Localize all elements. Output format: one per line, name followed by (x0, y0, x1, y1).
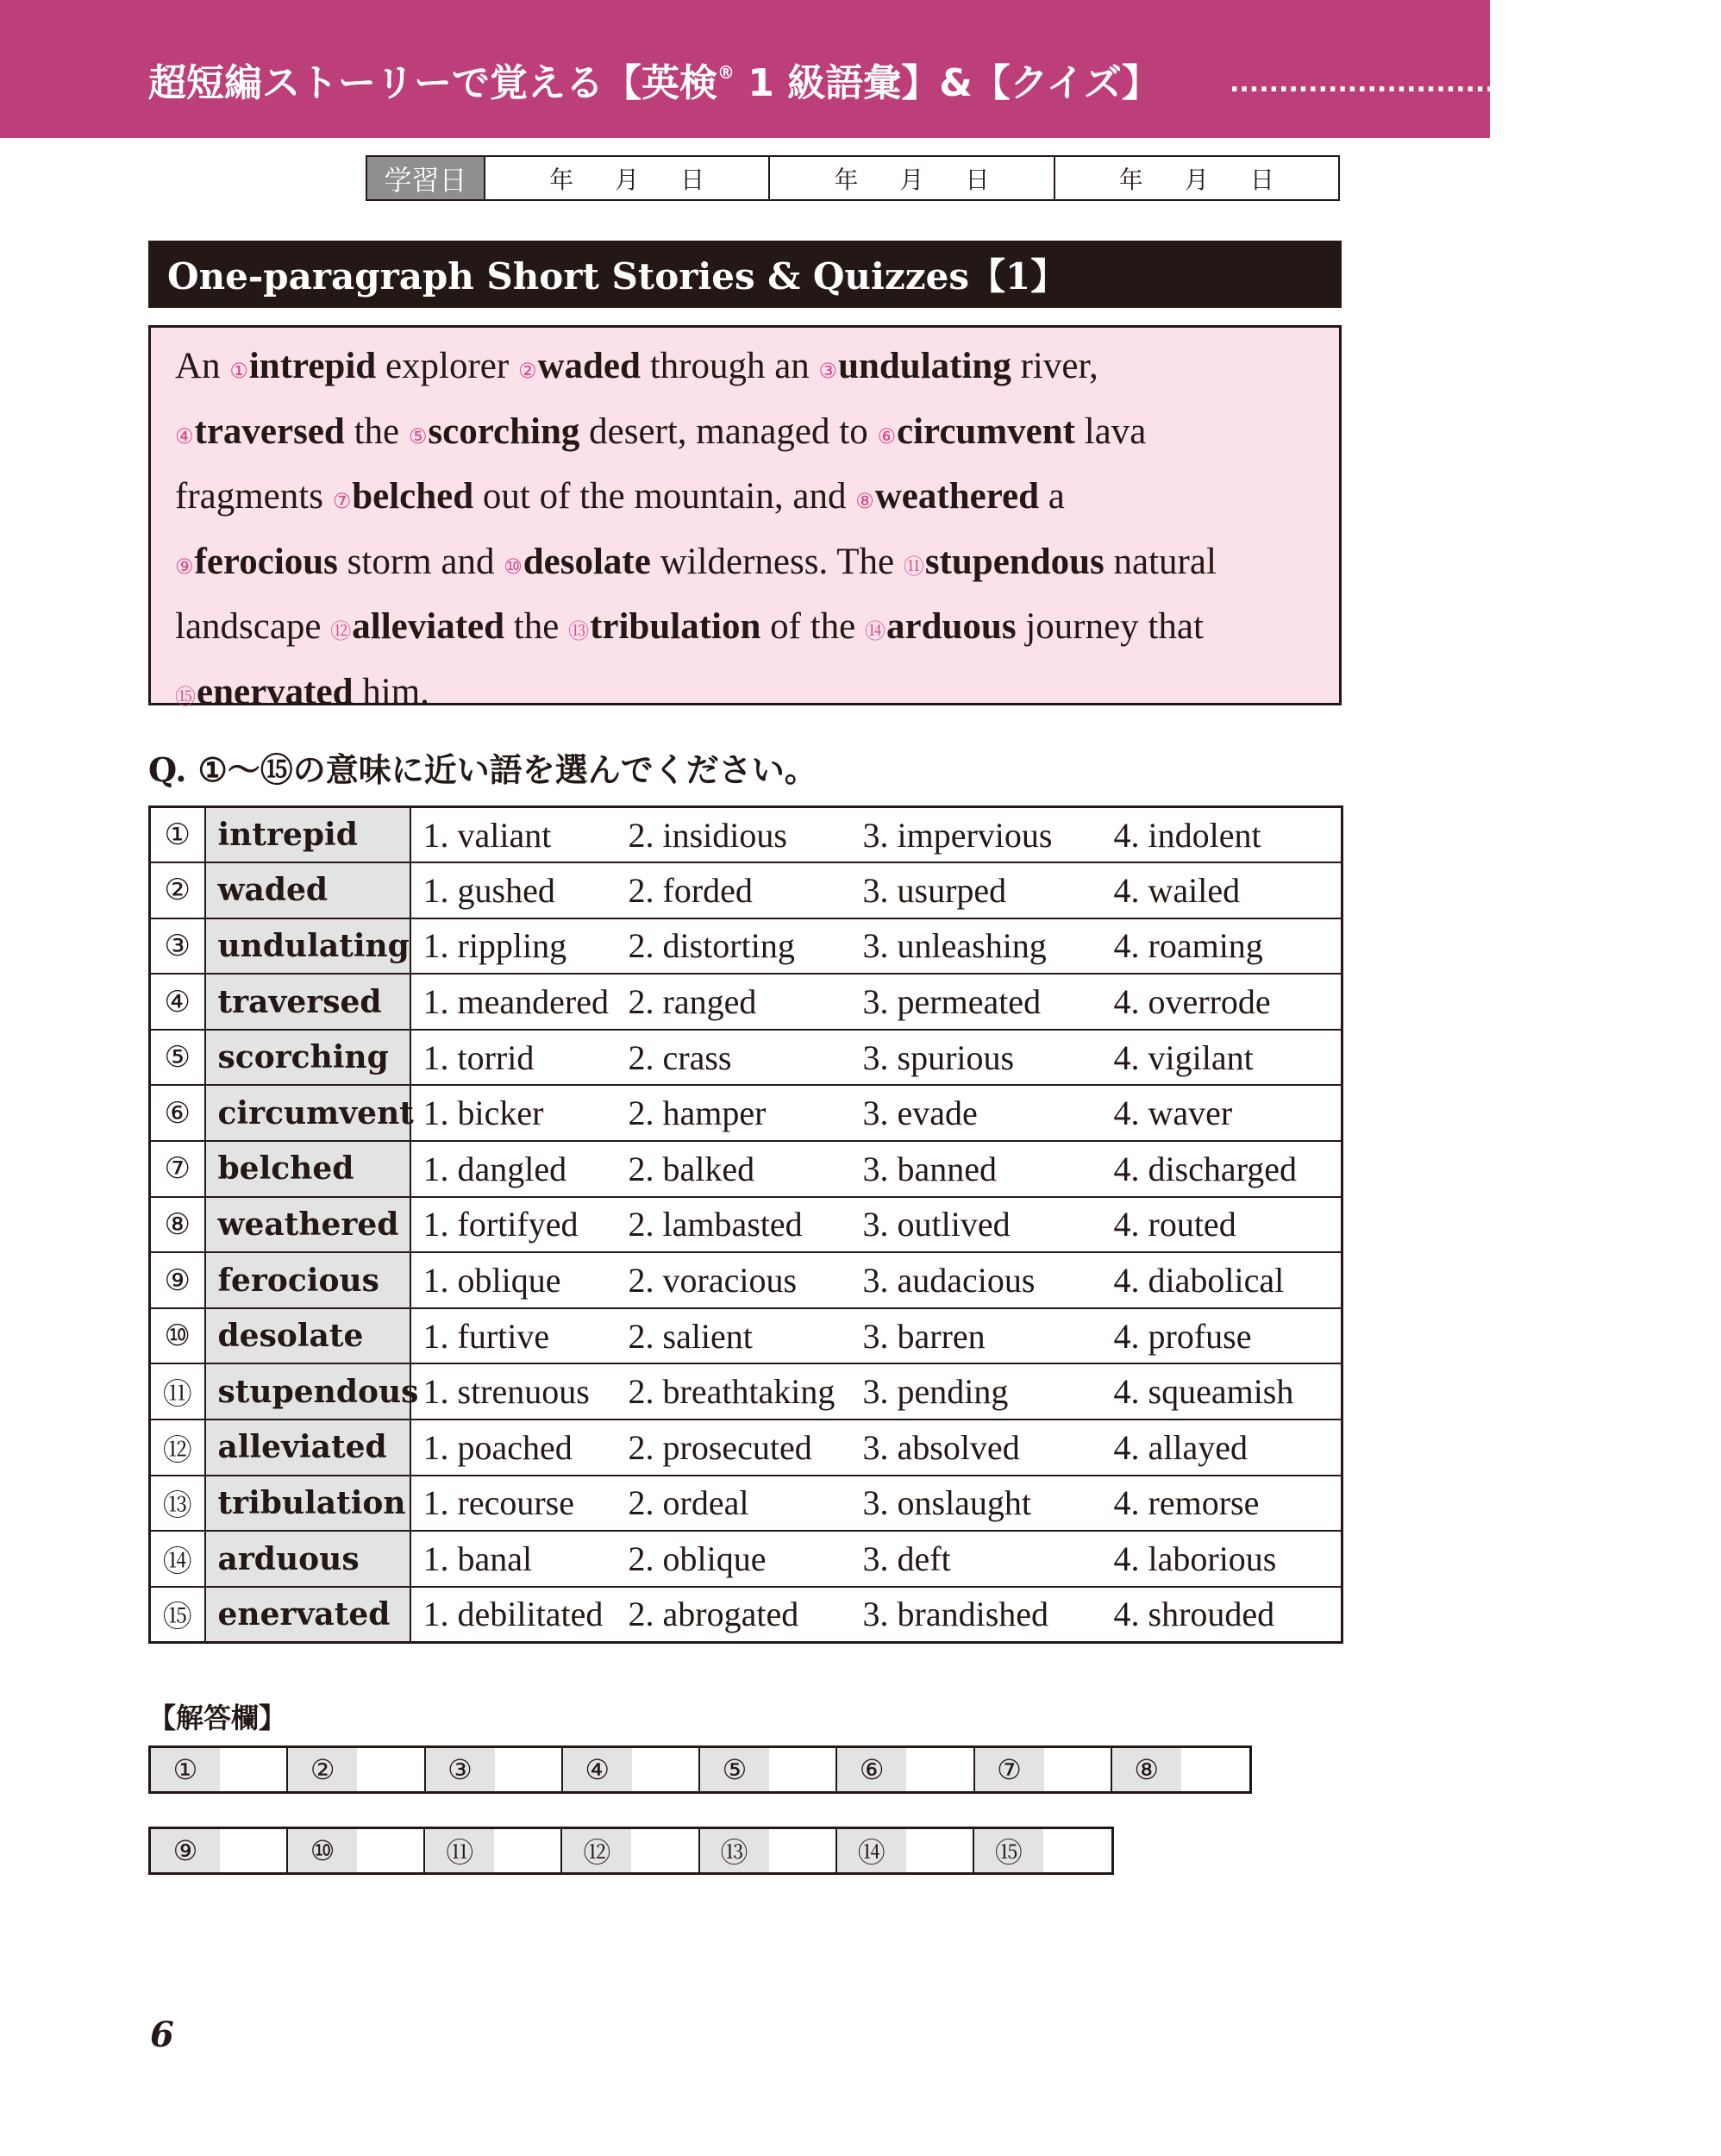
options-row (423, 815, 1342, 856)
quiz-options (410, 1197, 1342, 1253)
story-text: journey that (1016, 606, 1204, 647)
answer-blank[interactable] (495, 1748, 561, 1791)
story-vocab-word: belched (352, 476, 474, 517)
quiz-option[interactable]: 4. squeamish (1113, 1372, 1294, 1412)
header-title (148, 61, 1160, 105)
quiz-option[interactable]: 1. torrid (422, 1037, 535, 1077)
quiz-option[interactable]: 4. laborious (1113, 1539, 1277, 1579)
answer-blank[interactable] (769, 1748, 835, 1791)
answer-number: ⑬ (700, 1829, 769, 1872)
quiz-row (150, 807, 1342, 863)
story-text: desert, managed to (579, 411, 878, 452)
year-label: 年 (1118, 165, 1143, 194)
answer-row-1 (148, 1745, 1252, 1794)
story-paragraph (148, 325, 1342, 712)
story-text: An (175, 346, 230, 386)
quiz-option[interactable]: 1. furtive (422, 1316, 550, 1356)
answer-cell (151, 1829, 288, 1872)
month-label: 月 (899, 165, 924, 194)
page-number: 6 (150, 2015, 174, 2055)
quiz-option[interactable]: 1. dangled (422, 1149, 567, 1188)
quiz-option[interactable]: 3. evade (862, 1094, 978, 1133)
quiz-option[interactable]: 4. indolent (1113, 815, 1261, 855)
answer-blank[interactable] (220, 1748, 286, 1791)
quiz-option[interactable]: 1. bicker (422, 1094, 544, 1133)
header-title-main: 超短編ストーリーで覚える【英検 (148, 61, 717, 105)
story-text: storm and (337, 541, 504, 582)
quiz-word: traversed (205, 974, 410, 1030)
story-vocab-word: intrepid (248, 346, 377, 386)
answer-number: ③ (426, 1748, 495, 1791)
quiz-options (410, 1030, 1342, 1086)
answer-cell (700, 1829, 837, 1872)
options-row (423, 1539, 1342, 1579)
options-row (423, 1149, 1342, 1189)
quiz-option[interactable]: 4. wailed (1113, 870, 1241, 910)
answer-cell (288, 1829, 425, 1872)
story-vocab-word: waded (537, 346, 641, 386)
quiz-option[interactable]: 1. poached (422, 1427, 573, 1467)
story-text: river, (1011, 346, 1098, 386)
quiz-option[interactable]: 1. fortifyed (422, 1205, 579, 1244)
quiz-row (150, 974, 1342, 1030)
quiz-row (150, 1197, 1342, 1253)
story-marker: ⑬ (568, 619, 590, 643)
quiz-option[interactable]: 3. outlived (862, 1205, 1011, 1244)
story-marker: ⑪ (903, 554, 924, 579)
quiz-number: ⑦ (150, 1141, 205, 1197)
quiz-option[interactable]: 3. pending (862, 1372, 1009, 1412)
quiz-option[interactable]: 2. abrogated (628, 1595, 799, 1634)
quiz-option[interactable]: 2. ordeal (628, 1483, 749, 1523)
story-vocab-word: scorching (428, 411, 580, 452)
header-title-rest: 1 級語彙】&【クイズ】 (735, 61, 1160, 105)
story-marker: ⑦ (332, 489, 352, 513)
quiz-option[interactable]: 3. permeated (862, 982, 1042, 1022)
answer-cell (288, 1748, 425, 1791)
quiz-option[interactable]: 3. impervious (862, 815, 1053, 855)
quiz-option[interactable]: 2. oblique (628, 1539, 767, 1579)
quiz-number: ⑫ (150, 1420, 205, 1476)
quiz-option[interactable]: 4. vigilant (1113, 1037, 1254, 1077)
quiz-number: ① (150, 807, 205, 863)
story-text: of the (760, 606, 865, 647)
quiz-word: tribulation (205, 1476, 410, 1532)
quiz-word: undulating (205, 918, 410, 975)
story-vocab-word: tribulation (590, 606, 761, 647)
quiz-options (410, 974, 1342, 1030)
quiz-option[interactable]: 1. valiant (422, 815, 552, 855)
month-label: 月 (1184, 165, 1209, 194)
quiz-number: ⑤ (150, 1030, 205, 1086)
story-vocab-word: desolate (523, 541, 651, 582)
options-row (423, 1482, 1342, 1523)
quiz-row (150, 1363, 1342, 1420)
answer-blank[interactable] (1043, 1829, 1111, 1872)
story-text: fragments (175, 476, 333, 517)
options-row (423, 870, 1342, 911)
story-line (175, 597, 1318, 662)
story-vocab-word: weathered (874, 476, 1040, 517)
quiz-options (410, 1420, 1342, 1476)
quiz-option[interactable]: 1. debilitated (422, 1595, 604, 1634)
options-row (423, 1037, 1342, 1078)
options-row (423, 1316, 1342, 1357)
answer-blank[interactable] (631, 1829, 698, 1872)
quiz-number: ⑭ (150, 1531, 205, 1587)
answer-blank[interactable] (632, 1748, 698, 1791)
section-title: One-paragraph Short Stories & Quizzes【1】 (148, 241, 1342, 308)
quiz-options (410, 1363, 1342, 1420)
quiz-option[interactable]: 2. hamper (628, 1094, 767, 1133)
quiz-row (150, 1141, 1342, 1197)
quiz-table (148, 805, 1343, 1644)
story-marker: ⑧ (855, 489, 874, 513)
answer-number: ⑧ (1112, 1748, 1181, 1791)
quiz-option[interactable]: 3. absolved (862, 1427, 1020, 1467)
quiz-number: ⑬ (150, 1476, 205, 1532)
quiz-option[interactable]: 2. forded (628, 870, 753, 910)
quiz-options (410, 1085, 1342, 1141)
study-date-field-3[interactable] (1055, 157, 1338, 199)
story-line (175, 662, 1318, 728)
quiz-word: waded (205, 862, 410, 918)
quiz-option[interactable]: 3. brandished (862, 1595, 1049, 1634)
quiz-word: stupendous (205, 1363, 410, 1420)
quiz-option[interactable]: 4. discharged (1113, 1149, 1298, 1188)
story-vocab-word: stupendous (924, 541, 1105, 582)
story-marker: ⑫ (330, 619, 352, 643)
quiz-row (150, 1308, 1342, 1364)
quiz-option[interactable]: 3. spurious (862, 1037, 1015, 1077)
answer-blank[interactable] (220, 1829, 286, 1872)
quiz-number: ③ (150, 918, 205, 975)
answer-cell (425, 1829, 562, 1872)
quiz-number: ⑮ (150, 1587, 205, 1643)
quiz-number: ⑧ (150, 1197, 205, 1253)
answer-blank[interactable] (769, 1829, 835, 1872)
quiz-options (410, 1308, 1342, 1364)
options-row (423, 1594, 1342, 1634)
story-marker: ① (229, 359, 248, 383)
quiz-option[interactable]: 2. crass (628, 1037, 732, 1077)
story-text: natural (1104, 541, 1217, 582)
answer-number: ① (151, 1748, 220, 1791)
quiz-word: desolate (205, 1308, 410, 1364)
answer-cell (975, 1748, 1112, 1791)
quiz-option[interactable]: 2. breathtaking (628, 1372, 835, 1412)
story-marker: ⑮ (175, 684, 196, 709)
quiz-word: circumvent (205, 1085, 410, 1141)
story-marker: ② (517, 359, 537, 383)
quiz-word: intrepid (205, 807, 410, 863)
year-label: 年 (834, 165, 859, 194)
quiz-option[interactable]: 1. strenuous (422, 1372, 590, 1412)
header-leader-dots: .................................................. (1230, 68, 1721, 98)
quiz-number: ④ (150, 974, 205, 1030)
quiz-option[interactable]: 1. meandered (422, 982, 609, 1022)
day-label: 日 (680, 165, 705, 194)
story-vocab-word: traversed (194, 411, 345, 452)
quiz-option[interactable]: 4. diabolical (1113, 1261, 1285, 1300)
quiz-option[interactable]: 1. recourse (422, 1483, 574, 1523)
answer-number: ⑫ (562, 1829, 631, 1872)
quiz-word: belched (205, 1141, 410, 1197)
options-row (423, 1371, 1342, 1412)
quiz-option[interactable]: 4. remorse (1113, 1483, 1260, 1523)
study-date-field-1[interactable] (485, 157, 770, 199)
quiz-option[interactable]: 2. prosecuted (628, 1427, 812, 1467)
quiz-number: ② (150, 862, 205, 918)
quiz-row (150, 1476, 1342, 1532)
quiz-word: ferocious (205, 1252, 410, 1308)
quiz-option[interactable]: 2. voracious (628, 1261, 798, 1300)
quiz-number: ⑪ (150, 1363, 205, 1420)
quiz-row (150, 1420, 1342, 1476)
quiz-option[interactable]: 4. shrouded (1113, 1595, 1275, 1634)
answer-blank[interactable] (906, 1829, 973, 1872)
study-date-label: 学習日 (367, 157, 485, 199)
answer-cell (151, 1748, 288, 1791)
quiz-options (410, 862, 1342, 918)
quiz-row (150, 1085, 1342, 1141)
story-vocab-word: ferocious (194, 541, 338, 582)
quiz-option[interactable]: 2. salient (628, 1316, 753, 1356)
quiz-option[interactable]: 2. ranged (628, 982, 757, 1022)
story-marker: ⑨ (175, 554, 194, 579)
story-text: the (344, 411, 409, 452)
answer-number: ⑨ (151, 1829, 220, 1872)
quiz-option[interactable]: 3. deft (862, 1539, 951, 1579)
story-vocab-word: enervated (197, 671, 354, 712)
quiz-option[interactable]: 3. onslaught (862, 1483, 1032, 1523)
answer-number: ⑪ (425, 1829, 494, 1872)
quiz-word: alleviated (205, 1420, 410, 1476)
answer-blank[interactable] (1044, 1748, 1111, 1791)
quiz-option[interactable]: 3. usurped (862, 870, 1007, 910)
answer-cell (700, 1748, 837, 1791)
answer-blank[interactable] (357, 1748, 423, 1791)
answer-cell (426, 1748, 563, 1791)
quiz-option[interactable]: 4. profuse (1113, 1316, 1252, 1356)
quiz-option[interactable]: 3. barren (862, 1316, 986, 1356)
story-marker: ⑤ (408, 423, 428, 448)
story-line (175, 532, 1318, 598)
story-text: him. (353, 671, 429, 712)
answer-number: ⑮ (974, 1829, 1043, 1872)
answer-blank[interactable] (494, 1829, 560, 1872)
answer-row-2 (148, 1827, 1114, 1875)
quiz-number: ⑨ (150, 1252, 205, 1308)
quiz-option[interactable]: 4. roaming (1113, 926, 1263, 966)
answer-number: ⑤ (700, 1748, 769, 1791)
quiz-options (410, 1141, 1342, 1197)
options-row (423, 925, 1342, 966)
story-text: lava (1074, 411, 1147, 452)
study-date-box (366, 155, 1340, 201)
answer-number: ⑩ (288, 1829, 357, 1872)
quiz-options (410, 918, 1342, 975)
quiz-option[interactable]: 2. lambasted (628, 1205, 803, 1244)
story-text: through an (640, 346, 819, 386)
quiz-options (410, 1587, 1342, 1643)
quiz-word: arduous (205, 1531, 410, 1587)
quiz-word: weathered (205, 1197, 410, 1253)
quiz-option[interactable]: 1. rippling (422, 926, 567, 966)
quiz-word: scorching (205, 1030, 410, 1086)
story-text: explorer (376, 346, 518, 386)
answer-cell (562, 1829, 699, 1872)
answer-number: ⑭ (837, 1829, 906, 1872)
options-row (423, 1093, 1342, 1133)
day-label: 日 (1249, 165, 1274, 194)
story-text: landscape (175, 606, 331, 647)
options-row (423, 1204, 1342, 1244)
answer-blank[interactable] (1181, 1748, 1249, 1791)
quiz-option[interactable]: 4. overrode (1113, 982, 1271, 1022)
quiz-number: ⑩ (150, 1308, 205, 1364)
story-line (175, 467, 1318, 532)
quiz-option[interactable]: 2. distorting (628, 926, 795, 966)
answer-number: ⑥ (837, 1748, 906, 1791)
quiz-option[interactable]: 1. banal (422, 1539, 533, 1579)
quiz-row (150, 1587, 1342, 1643)
answer-cell (563, 1748, 700, 1791)
quiz-option[interactable]: 4. waver (1113, 1094, 1233, 1133)
answer-cell (837, 1748, 974, 1791)
study-date-field-2[interactable] (770, 157, 1055, 199)
month-label: 月 (615, 165, 640, 194)
quiz-word: enervated (205, 1587, 410, 1643)
quiz-row (150, 1531, 1342, 1587)
question-prompt: Q. ①～⑮の意味に近い語を選んでください。 (148, 750, 817, 789)
story-text: out of the mountain, and (473, 476, 856, 517)
day-label: 日 (965, 165, 990, 194)
story-line (175, 336, 1318, 402)
quiz-option[interactable]: 2. insidious (628, 815, 787, 855)
options-row (423, 1427, 1342, 1468)
quiz-row (150, 1252, 1342, 1308)
quiz-options (410, 1476, 1342, 1532)
answer-blank[interactable] (906, 1748, 973, 1791)
story-text: a (1039, 476, 1065, 517)
answer-number: ④ (563, 1748, 632, 1791)
story-vocab-word: undulating (838, 346, 1011, 386)
story-vocab-word: arduous (886, 606, 1017, 647)
quiz-option[interactable]: 1. gushed (422, 870, 555, 910)
options-row (423, 1260, 1342, 1300)
quiz-option[interactable]: 2. balked (628, 1149, 755, 1188)
story-marker: ④ (175, 423, 194, 448)
quiz-option[interactable]: 1. oblique (422, 1261, 561, 1300)
answer-sheet-label: 【解答欄】 (148, 1702, 287, 1734)
quiz-row (150, 862, 1342, 918)
quiz-row (150, 1030, 1342, 1086)
answer-number: ⑦ (975, 1748, 1044, 1791)
quiz-option[interactable]: 3. unleashing (862, 926, 1047, 966)
options-row (423, 981, 1342, 1022)
year-label: 年 (549, 165, 574, 194)
story-marker: ⑩ (504, 554, 523, 579)
quiz-options (410, 807, 1342, 863)
story-text: wilderness. The (650, 541, 904, 582)
story-marker: ⑥ (877, 423, 896, 448)
quiz-options (410, 1531, 1342, 1587)
story-line (175, 402, 1318, 467)
quiz-option[interactable]: 4. routed (1113, 1205, 1236, 1244)
answer-cell (837, 1829, 974, 1872)
quiz-number: ⑥ (150, 1085, 205, 1141)
quiz-row (150, 918, 1342, 975)
registered-mark: ® (717, 62, 735, 83)
quiz-option[interactable]: 3. banned (862, 1149, 998, 1188)
answer-blank[interactable] (357, 1829, 423, 1872)
answer-number: ② (288, 1748, 357, 1791)
answer-cell (1112, 1748, 1249, 1791)
quiz-option[interactable]: 3. audacious (862, 1261, 1036, 1300)
answer-cell (974, 1829, 1111, 1872)
story-marker: ⑭ (865, 619, 886, 643)
story-text: the (504, 606, 569, 647)
quiz-options (410, 1252, 1342, 1308)
story-vocab-word: circumvent (896, 411, 1075, 452)
quiz-option[interactable]: 4. allayed (1113, 1427, 1248, 1467)
story-vocab-word: alleviated (352, 606, 505, 647)
story-marker: ③ (818, 359, 838, 383)
